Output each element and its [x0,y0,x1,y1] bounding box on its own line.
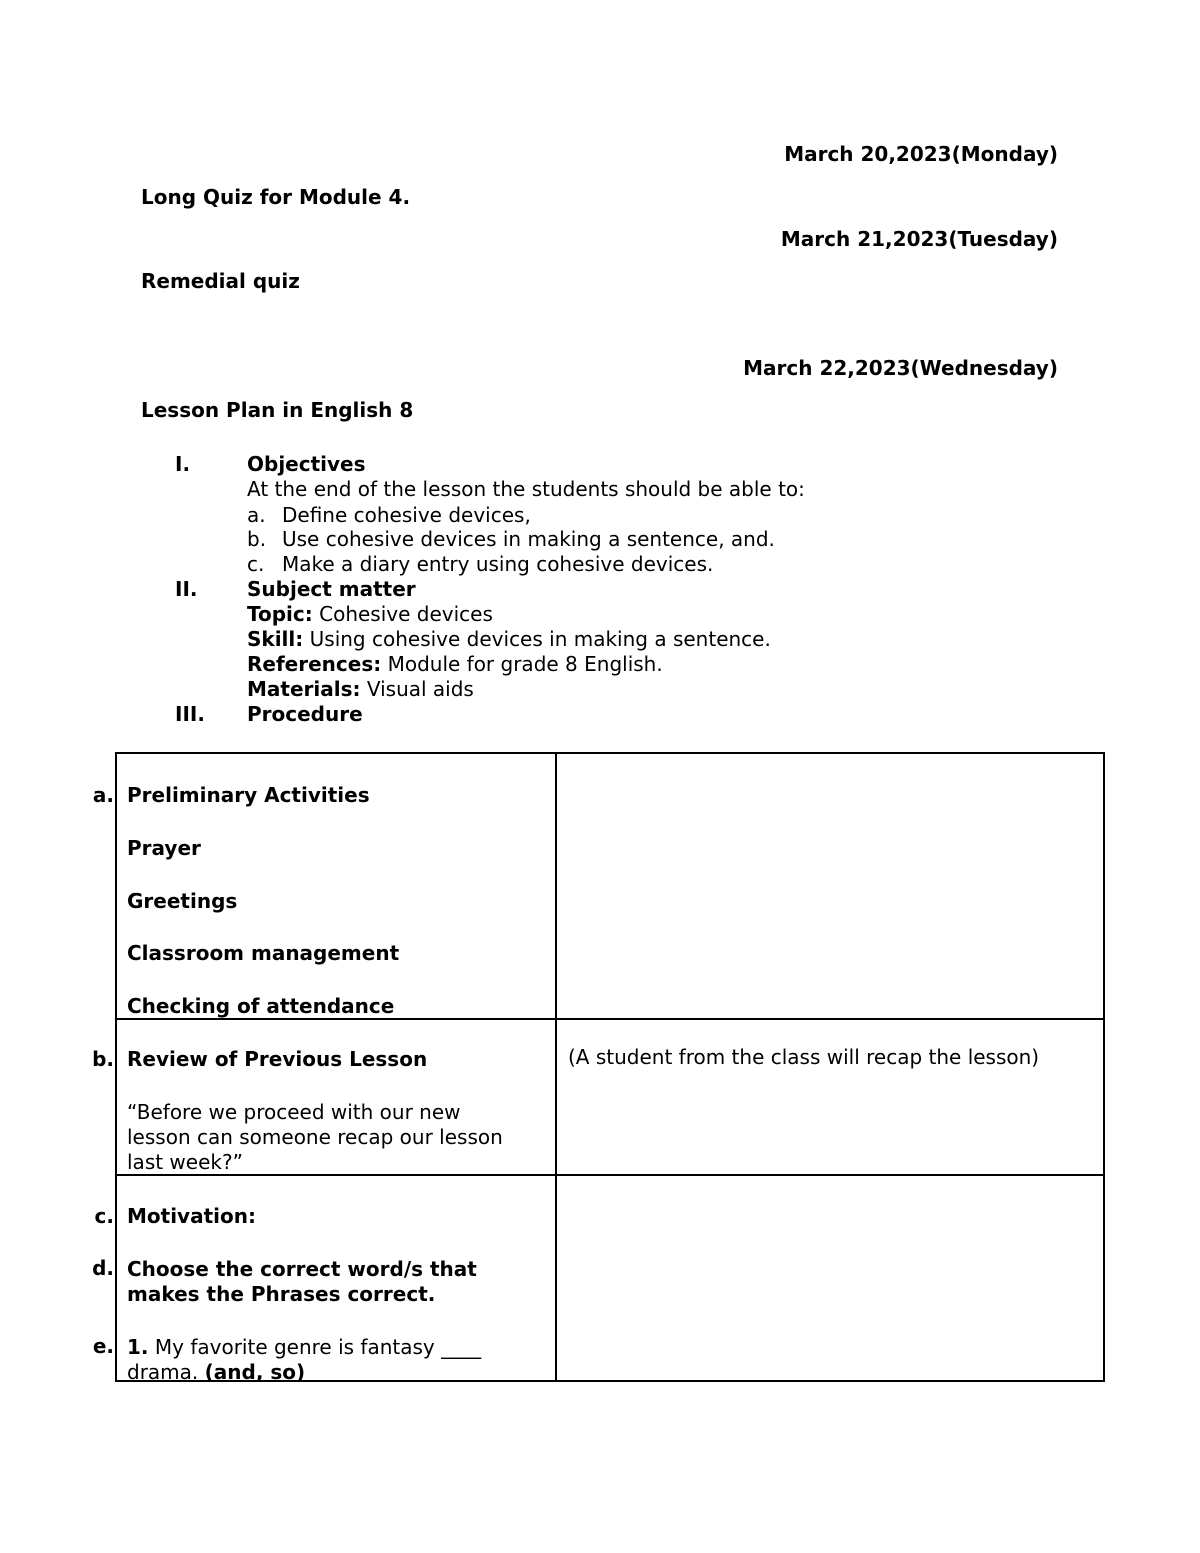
question-number: 1. [127,1335,149,1359]
row-letter-b: b. [92,1047,114,1071]
table-row-divider [117,1174,1103,1176]
skill-label: Skill: [247,627,304,651]
materials-line [247,677,474,701]
date-monday: March 20,2023(Monday) [784,142,1058,166]
date-wednesday: March 22,2023(Wednesday) [743,356,1058,380]
skill-line [247,627,771,651]
motivation-heading: Motivation: [127,1204,256,1228]
greetings-item: Greetings [127,889,238,913]
preliminary-activities-heading: Preliminary Activities [127,783,370,807]
procedure-numeral: III. [175,702,205,726]
objective-letter: a. [247,503,266,527]
question-text: drama. [127,1360,205,1384]
review-response: (A student from the class will recap the lesson) [568,1045,1040,1069]
review-quote-line: last week?” [127,1150,243,1174]
topic-line [247,602,493,626]
review-quote-line: lesson can someone recap our lesson [127,1125,503,1149]
lesson-plan-title: Lesson Plan in English 8 [141,398,414,422]
review-heading: Review of Previous Lesson [127,1047,428,1071]
classroom-management-item: Classroom management [127,941,400,965]
objectives-heading: Objectives [247,452,366,476]
prayer-item: Prayer [127,836,201,860]
objective-item: Use cohesive devices in making a sentence, and. [282,527,775,551]
subject-matter-heading: Subject matter [247,577,416,601]
materials-label: Materials: [247,677,361,701]
objective-letter: c. [247,552,265,576]
checking-attendance-item: Checking of attendance [127,994,395,1018]
skill-value: Using cohesive devices in making a sentence. [303,627,771,651]
review-quote-line: “Before we proceed with our new [127,1100,461,1124]
motivation-instruction-line: makes the Phrases correct. [127,1282,436,1306]
objective-item: Make a diary entry using cohesive devices. [282,552,714,576]
motivation-instruction-line: Choose the correct word/s that [127,1257,477,1281]
subject-matter-numeral: II. [175,577,198,601]
objective-item: Define cohesive devices, [282,503,531,527]
topic-label: Topic: [247,602,313,626]
procedure-heading: Procedure [247,702,363,726]
question-choices: (and, so) [204,1360,306,1384]
row-letter-c: c. [94,1204,114,1228]
row-letter-e: e. [92,1334,114,1358]
table-column-divider [555,754,557,1380]
question-line [127,1335,481,1360]
objectives-numeral: I. [175,452,191,476]
objectives-intro: At the end of the lesson the students should be able to: [247,477,805,501]
topic-value: Cohesive devices [312,602,493,626]
question-text: My favorite genre is fantasy ____ [148,1335,482,1359]
question-line [127,1360,305,1385]
long-quiz-label: Long Quiz for Module 4. [141,185,411,209]
date-tuesday: March 21,2023(Tuesday) [780,227,1058,251]
procedure-table [115,752,1105,1382]
references-line [247,652,663,676]
references-label: References: [247,652,382,676]
objective-letter: b. [247,527,267,551]
remedial-quiz-label: Remedial quiz [141,269,300,293]
row-letter-a: a. [92,783,114,807]
references-value: Module for grade 8 English. [381,652,663,676]
materials-value: Visual aids [360,677,474,701]
row-letter-d: d. [92,1256,114,1280]
